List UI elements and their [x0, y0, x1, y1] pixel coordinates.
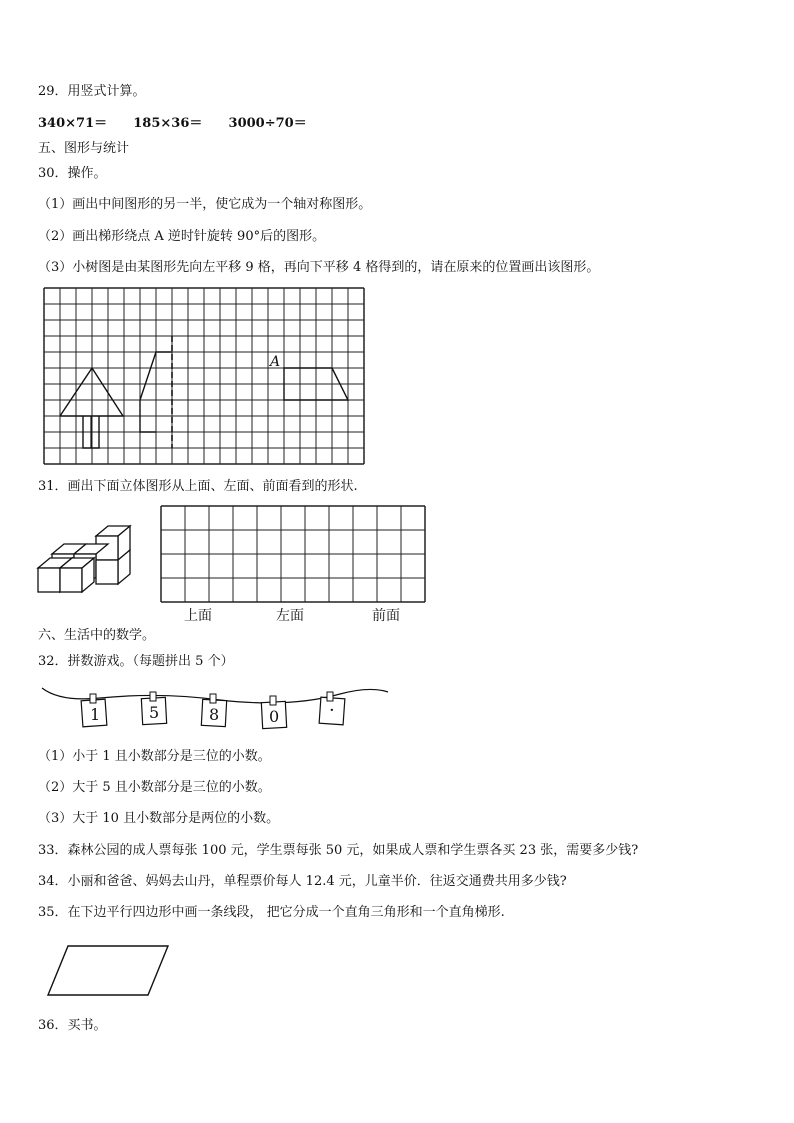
cube-stack-figure [36, 524, 132, 608]
label-left-view: 左面 [276, 608, 304, 623]
q30-grid-figure [42, 287, 368, 473]
card-digit-5: 5 [149, 703, 160, 722]
q30-sub-3: （3）小树图是由某图形先向左平移 9 格，再向下平移 4 格得到的，请在原来的位置画出该图形。 [38, 260, 600, 275]
q32-title: 32．拼数游戏。（每题拼出 5 个） [38, 654, 234, 669]
q30-sub-1: （1）画出中间图形的另一半，使它成为一个轴对称图形。 [38, 197, 372, 212]
label-top-view: 上面 [184, 608, 212, 623]
q34-text: 34．小丽和爸爸、妈妈去山丹，单程票价每人 12.4 元，儿童半价．往返交通费共用多少钱? [38, 874, 567, 889]
q29-calc-1: 340×71＝ [38, 116, 108, 131]
card-digit-8: 8 [209, 705, 220, 724]
number-cards-figure [40, 680, 390, 744]
section-6-heading: 六、生活中的数学。 [38, 628, 156, 643]
q30-sub-2: （2）画出梯形绕点 A 逆时针旋转 90°后的图形。 [38, 229, 326, 244]
parallelogram [48, 946, 168, 995]
point-a-label: A [270, 354, 281, 370]
parallelogram-svg [40, 940, 175, 1002]
q29-calc-row [38, 116, 329, 132]
card-digit-1: 1 [90, 705, 101, 724]
q29-title: 29．用竖式计算。 [38, 84, 146, 99]
q32-sub-1: （1）小于 1 且小数部分是三位的小数。 [38, 749, 271, 764]
q32-sub-2: （2）大于 5 且小数部分是三位的小数。 [38, 780, 271, 795]
q35-text: 35．在下边平行四边形中画一条线段， 把它分成一个直角三角形和一个直角梯形. [38, 905, 505, 920]
number-cards-svg [40, 680, 390, 740]
cube-stack-svg [36, 524, 132, 604]
q32-sub-3: （3）大于 10 且小数部分是两位的小数。 [38, 811, 280, 826]
q30-grid-svg [42, 287, 368, 469]
label-front-view: 前面 [372, 608, 400, 623]
section-5-heading: 五、图形与统计 [38, 141, 130, 156]
q29-calc-3: 3000÷70＝ [228, 116, 307, 131]
card-decimal-point: · [329, 700, 335, 721]
q31-answer-grid [160, 505, 428, 627]
q33-text: 33．森林公园的成人票每张 100 元，学生票每张 50 元，如果成人票和学生票各买 23 张，需要多少钱? [38, 843, 639, 858]
card-digit-0: 0 [269, 707, 280, 726]
q29-calc-2: 185×36＝ [133, 116, 203, 131]
q31-grid-svg [160, 505, 428, 623]
q31-title: 31．画出下面立体图形从上面、左面、前面看到的形状. [38, 479, 358, 494]
q36-text: 36．买书。 [38, 1018, 107, 1033]
q30-title: 30．操作。 [38, 166, 107, 181]
parallelogram-figure [40, 940, 175, 1006]
